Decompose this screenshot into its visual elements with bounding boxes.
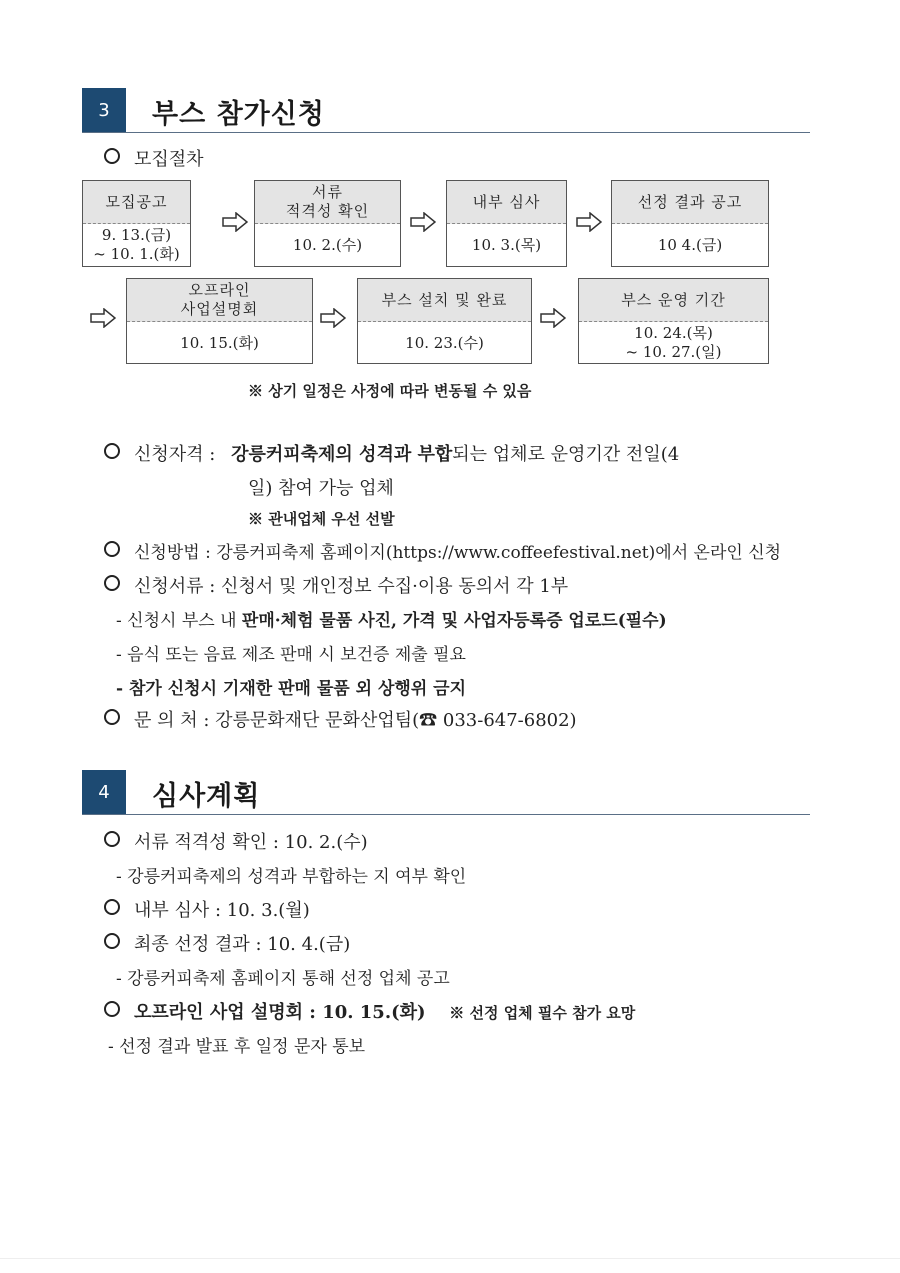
procedure-label: 모집절차 bbox=[104, 145, 204, 171]
method-line: 신청방법 : 강릉커피축제 홈페이지(https://www.coffeefestival.net)에서 온라인 신청 bbox=[104, 538, 781, 563]
circle-bullet-icon bbox=[104, 933, 120, 949]
review-item-4: 오프라인 사업 설명회 : 10. 15.(화) ※ 선정 업체 필수 참가 요망 bbox=[104, 998, 635, 1024]
step-recruit-notice: 모집공고 9. 13.(금) ~ 10. 1.(화) bbox=[82, 180, 191, 267]
eligibility-note: ※ 관내업체 우선 선발 bbox=[248, 510, 395, 528]
hollow-right-arrow-icon bbox=[540, 308, 566, 328]
review-item-3-sub: - 강릉커피축제 홈페이지 통해 선정 업체 공고 bbox=[116, 969, 450, 989]
review-item-4-sub: - 선정 결과 발표 후 일정 문자 통보 bbox=[108, 1037, 366, 1057]
review-item-2: 내부 심사 : 10. 3.(월) bbox=[104, 896, 310, 922]
step-internal-review: 내부 심사 10. 3.(목) bbox=[446, 180, 567, 267]
step-booth-operation: 부스 운영 기간 10. 24.(목) ~ 10. 27.(일) bbox=[578, 278, 769, 364]
hollow-right-arrow-icon bbox=[576, 212, 602, 232]
hollow-right-arrow-icon bbox=[320, 308, 346, 328]
doc-note-1: - 신청시 부스 내 판매·체험 물품 사진, 가격 및 사업자등록증 업로드(필수) bbox=[116, 611, 667, 631]
hollow-right-arrow-icon bbox=[410, 212, 436, 232]
phone-icon: ☎ bbox=[419, 710, 438, 731]
step-booth-setup: 부스 설치 및 완료 10. 23.(수) bbox=[357, 278, 532, 364]
section-number: 4 bbox=[82, 770, 126, 814]
step-selection-result: 선정 결과 공고 10 4.(금) bbox=[611, 180, 769, 267]
review-item-1: 서류 적격성 확인 : 10. 2.(수) bbox=[104, 828, 368, 854]
circle-bullet-icon bbox=[104, 1001, 120, 1017]
circle-bullet-icon bbox=[104, 541, 120, 557]
section-title: 심사계획 bbox=[152, 781, 261, 812]
circle-bullet-icon bbox=[104, 899, 120, 915]
contact-line: 문 의 처 : 강릉문화재단 문화산업팀(☎ 033-647-6802) bbox=[104, 706, 577, 732]
documents-line: 신청서류 : 신청서 및 개인정보 수집·이용 동의서 각 1부 bbox=[104, 572, 568, 598]
circle-bullet-icon bbox=[104, 575, 120, 591]
step-document-check: 서류 적격성 확인 10. 2.(수) bbox=[254, 180, 401, 267]
section-title: 부스 참가신청 bbox=[152, 99, 325, 130]
section-3-header bbox=[82, 88, 810, 133]
review-item-3: 최종 선정 결과 : 10. 4.(금) bbox=[104, 930, 350, 956]
circle-bullet-icon bbox=[104, 831, 120, 847]
review-item-1-sub: - 강릉커피축제의 성격과 부합하는 지 여부 확인 bbox=[116, 867, 467, 887]
circle-bullet-icon bbox=[104, 148, 120, 164]
doc-note-3: - 참가 신청시 기재한 판매 물품 외 상행위 금지 bbox=[116, 679, 466, 699]
eligibility-line-2: 일) 참여 가능 업체 bbox=[248, 478, 394, 499]
step-offline-briefing: 오프라인 사업설명회 10. 15.(화) bbox=[126, 278, 313, 364]
circle-bullet-icon bbox=[104, 709, 120, 725]
hollow-right-arrow-icon bbox=[90, 308, 116, 328]
hollow-right-arrow-icon bbox=[222, 212, 248, 232]
circle-bullet-icon bbox=[104, 443, 120, 459]
section-4-header bbox=[82, 770, 810, 815]
schedule-note: ※ 상기 일정은 사정에 따라 변동될 수 있음 bbox=[248, 382, 532, 400]
section-number: 3 bbox=[82, 88, 126, 132]
doc-note-2: - 음식 또는 음료 제조 판매 시 보건증 제출 필요 bbox=[116, 645, 466, 665]
eligibility-line-1: 신청자격 : 강릉커피축제의 성격과 부합되는 업체로 운영기간 전일(4 bbox=[104, 440, 679, 466]
page-bottom-divider bbox=[0, 1258, 900, 1259]
